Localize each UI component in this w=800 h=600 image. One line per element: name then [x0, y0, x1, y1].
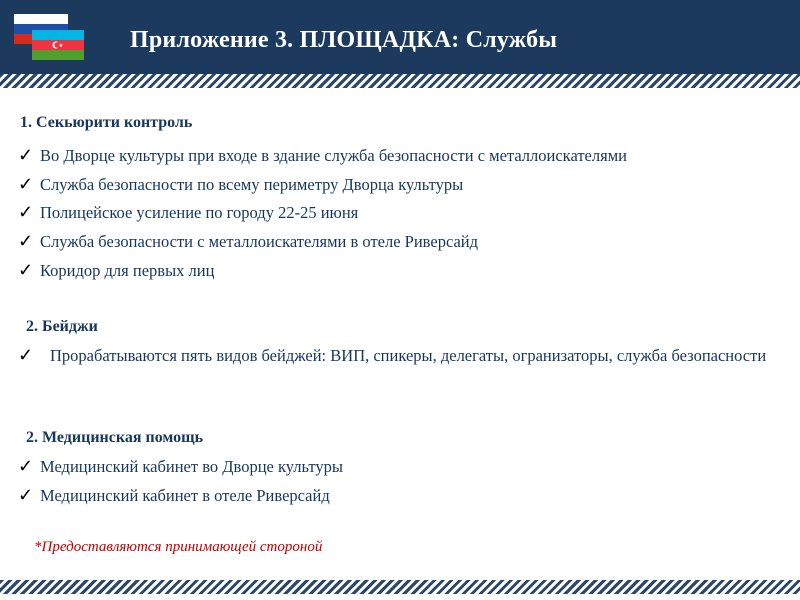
checkmark-icon: ✓ — [18, 174, 34, 194]
page-title: Приложение 3. ПЛОЩАДКА: Службы — [130, 27, 558, 53]
section-title-security: 1. Секьюрити контроль — [20, 114, 193, 131]
list-item-text: Прорабатываются пять видов бейджей: ВИП, спикеры, делегаты, огранизаторы, служба безопасности — [50, 346, 767, 365]
list-item-text: Медицинский кабинет в отеле Риверсайд — [40, 486, 330, 505]
list-item-text: Медицинский кабинет во Дворце культуры — [40, 457, 343, 476]
list-item-text: Полицейское усиление по городу 22-25 июня — [40, 203, 359, 222]
list-item-check — [18, 345, 40, 366]
checkmark-icon: ✓ — [18, 231, 34, 251]
list-item — [18, 145, 627, 166]
checkmark-icon: ✓ — [18, 260, 34, 280]
list-item — [18, 174, 463, 195]
checkmark-icon: ✓ — [18, 202, 34, 222]
checkmark-icon: ✓ — [18, 456, 34, 476]
list-item-text: Коридор для первых лиц — [40, 261, 215, 280]
checkmark-icon: ✓ — [18, 345, 34, 365]
checkmark-icon: ✓ — [18, 485, 34, 505]
list-item — [18, 260, 214, 281]
list-item-text: Служба безопасности с металлоискателями в отеле Риверсайд — [40, 232, 479, 251]
checkmark-icon: ✓ — [18, 145, 34, 165]
list-item-text: Служба безопасности по всему периметру Дворца культуры — [40, 175, 464, 194]
list-item — [18, 485, 330, 506]
footer-hatch-divider — [0, 580, 800, 594]
list-item — [18, 456, 343, 477]
section-title-medical: 2. Медицинская помощь — [26, 429, 204, 446]
section-title-badges: 2. Бейджи — [26, 318, 98, 335]
list-item — [18, 231, 478, 252]
list-item — [18, 202, 358, 223]
footnote: *Предоставляются принимающей стороной — [34, 539, 323, 555]
list-item-text: Во Дворце культуры при входе в здание служба безопасности с металлоискателями — [40, 146, 627, 165]
